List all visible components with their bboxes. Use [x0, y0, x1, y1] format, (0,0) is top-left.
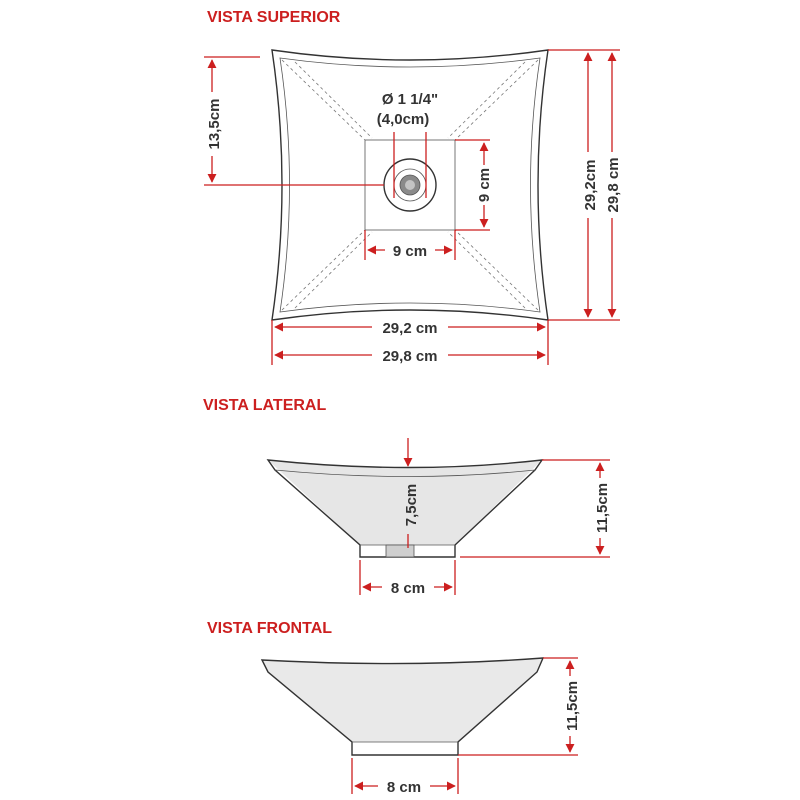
drain-diameter-label: Ø 1 1/4" — [381, 91, 439, 108]
top-view-title: VISTA SUPERIOR — [207, 9, 341, 26]
drain-pipe — [386, 545, 414, 557]
width-29-2-label: 29,2 cm — [382, 320, 438, 337]
front-view-title: VISTA FRONTAL — [207, 620, 333, 637]
sink-front-view — [262, 658, 543, 755]
height-29-2-label: 29,2cm — [582, 159, 599, 211]
inner-height-9-label: 9 cm — [476, 167, 493, 203]
drain-diameter-cm-label: (4,0cm) — [376, 111, 430, 128]
depth-7-5-label: 7,5cm — [403, 483, 420, 527]
front-height-11-5-label: 11,5cm — [564, 680, 581, 732]
offset-13-5-label: 13,5cm — [206, 98, 223, 150]
front-base-8-label: 8 cm — [386, 779, 422, 796]
side-height-11-5-label: 11,5cm — [594, 482, 611, 534]
side-view-title: VISTA LATERAL — [203, 397, 327, 414]
height-29-8-label: 29,8 cm — [605, 157, 622, 213]
inner-width-9-label: 9 cm — [392, 243, 428, 260]
width-29-8-label: 29,8 cm — [382, 348, 438, 365]
side-base-8-label: 8 cm — [390, 580, 426, 597]
